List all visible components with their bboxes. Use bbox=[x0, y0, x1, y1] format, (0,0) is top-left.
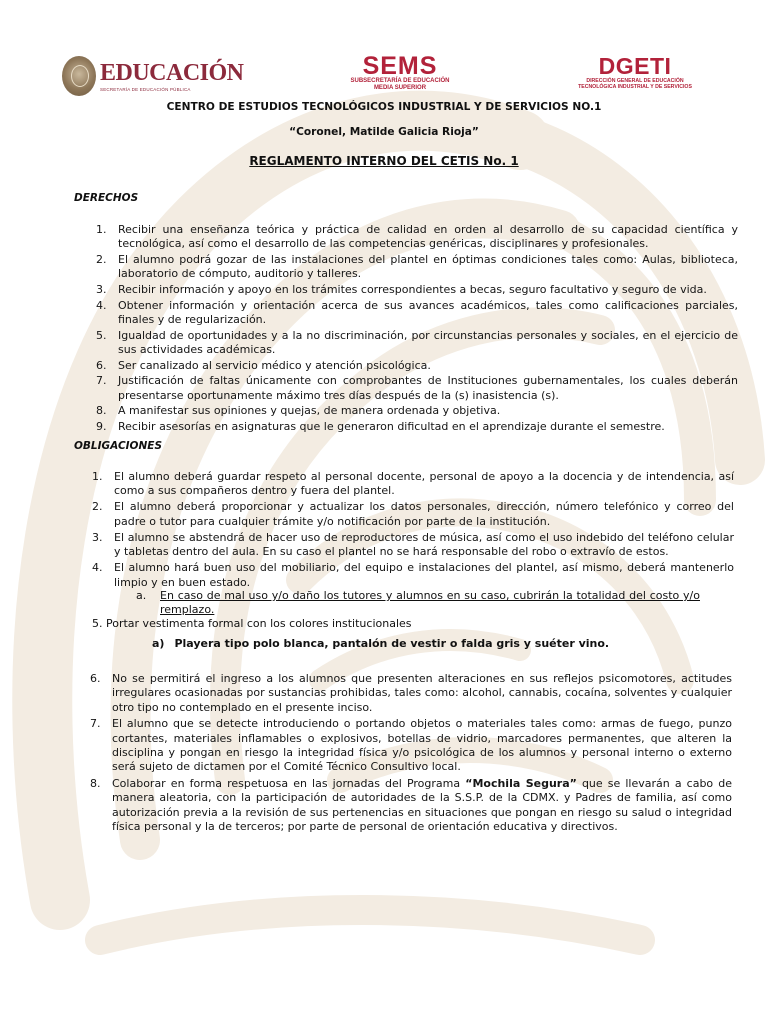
list-text: Recibir una enseñanza teórica y práctica de calidad en orden al desarrollo de su capacidad científica y tecnológica, así como el desarrollo de las competencias genéricas, disciplinares y profesionales. bbox=[118, 223, 738, 251]
list-number: 5. bbox=[96, 328, 107, 342]
sems-logo-name: SEMS bbox=[362, 52, 438, 80]
list-text: Colaborar en forma respetuosa en las jornadas del Programa bbox=[112, 776, 466, 790]
sems-logo-subtitle-2: MEDIA SUPERIOR bbox=[373, 85, 427, 91]
derecho-4 bbox=[96, 298, 738, 328]
sems-logo-subtitle-1: SUBSECRETARÍA DE EDUCACIÓN bbox=[350, 78, 450, 84]
list-text: El alumno podrá gozar de las instalaciones del plantel en óptimas condiciones tales como: Aulas, biblioteca, laboratorio de cómputo, auditorio y talleres. bbox=[118, 253, 738, 281]
institution-honoree: “Coronel, Matilde Galicia Rioja” bbox=[289, 126, 479, 138]
list-number: 9. bbox=[96, 419, 107, 433]
obligacion-4-subitem bbox=[136, 589, 700, 618]
list-text: El alumno que se detecte introduciendo o portando objetos o materiales tales como: armas de fuego, punzo cortantes, materiales inflamables o explosivos, botellas de vidrio, marcadores permanentes, que alteren la disciplina y pongan en riesgo la integridad física y/o psicológica de los alumnos y personal interno o externo será sujeto de dictamen por el Comité Técnico Consultivo local. bbox=[112, 717, 732, 774]
list-text: Igualdad de oportunidades y a la no discriminación, por circunstancias personales y sociales, en el ejercicio de sus actividades académicas. bbox=[118, 328, 738, 356]
list-text: No se permitirá el ingreso a los alumnos que presenten alteraciones en sus reflejos psicomotores, actitudes irregulares ocasionadas por sustancias prohibidas, tales como: alcohol, cannabis, cocaína, solventes y cualquier otro tipo no contemplado en el presente inciso. bbox=[112, 672, 732, 714]
educacion-logo-subtitle: SECRETARÍA DE EDUCACIÓN PÚBLICA bbox=[100, 86, 191, 92]
dgeti-logo-name: DGETI bbox=[598, 53, 672, 79]
list-number: 1. bbox=[96, 223, 107, 236]
dgeti-logo-subtitle-2: TECNOLÓGICA INDUSTRIAL Y DE SERVICIOS bbox=[578, 84, 692, 90]
list-text: que se llevarán a cabo de manera aleatoria, con la participación de autoridades de la S.S.P. de la CDMX. y Padres de familia, así como autorización previa a la revisión de sus pertenencias en situaciones que pongan en riesgo su salud o integridad física personal y la de terceros; por parte de personal de orientación educativa y directivos. bbox=[112, 776, 733, 834]
list-number: 1. bbox=[92, 470, 103, 483]
dgeti-logo-subtitle-1: DIRECCIÓN GENERAL DE EDUCACIÓN bbox=[586, 78, 684, 84]
sems-logo bbox=[330, 54, 470, 92]
institution-name: CENTRO DE ESTUDIOS TECNOLÓGICOS INDUSTRIAL Y DE SERVICIOS NO.1 bbox=[166, 101, 602, 113]
obligaciones-list-continued bbox=[90, 672, 733, 836]
derecho-8 bbox=[96, 404, 738, 418]
derecho-3 bbox=[96, 283, 738, 297]
program-name: “Mochila Segura” bbox=[465, 776, 577, 790]
derecho-7 bbox=[96, 374, 738, 403]
educacion-logo bbox=[62, 56, 244, 96]
list-text: Ser canalizado al servicio médico y atención psicológica. bbox=[118, 358, 431, 372]
obligacion-3 bbox=[92, 530, 734, 560]
obligacion-cont-2 bbox=[90, 717, 732, 775]
list-number: 7. bbox=[96, 374, 107, 388]
coat-of-arms-icon bbox=[62, 56, 96, 96]
list-text: Obtener información y orientación acerca de sus avances académicos, tales como calificaciones parciales, finales y de regularización. bbox=[118, 298, 738, 326]
educacion-logo-name: EDUCACIÓN bbox=[100, 59, 244, 86]
list-text: Recibir asesorías en asignaturas que le generaron dificultad en el aprendizaje durante el semestre. bbox=[118, 419, 665, 433]
obligaciones-heading: OBLIGACIONES bbox=[74, 440, 163, 452]
list-number: 2. bbox=[96, 253, 107, 266]
list-number: 8. bbox=[90, 776, 101, 790]
list-text: El alumno deberá proporcionar y actualizar los datos personales, dirección, número telefónico y correo del padre o tutor para cualquier trámite y/o notificación por parte de la institución. bbox=[114, 500, 734, 528]
derecho-1 bbox=[96, 223, 738, 252]
obligacion-5: 5. Portar vestimenta formal con los colores institucionales bbox=[92, 617, 412, 630]
list-number: 4. bbox=[96, 298, 107, 312]
obligaciones-list bbox=[92, 470, 734, 592]
dgeti-logo bbox=[555, 54, 715, 90]
obligacion-5-subitem bbox=[152, 637, 609, 650]
subitem-text: En caso de mal uso y/o daño los tutores y alumnos en su caso, cubrirán la totalidad del costo y/o remplazo. bbox=[160, 589, 700, 617]
list-number: 6. bbox=[90, 672, 101, 685]
subitem-letter: a. bbox=[136, 589, 147, 602]
obligacion-4 bbox=[92, 561, 734, 590]
list-text: Recibir información y apoyo en los trámites correspondientes a becas, seguro facultativo y seguro de vida. bbox=[118, 283, 707, 296]
document-title bbox=[0, 154, 768, 168]
list-text: El alumno hará buen uso del mobiliario, del equipo e instalaciones del plantel, así mismo, deberá mantenerlo limpio y en buen estado. bbox=[114, 561, 734, 589]
list-number: 4. bbox=[92, 561, 103, 575]
list-text: Justificación de faltas únicamente con comprobantes de Instituciones gubernamentales, los cuales deberán presentarse oportunamente máximo tres días después de la (s) inasistencia (s). bbox=[118, 374, 738, 402]
logo-header bbox=[0, 50, 768, 106]
list-text: El alumno se abstendrá de hacer uso de reproductores de música, así como el uso indebido del teléfono celular y tabletas dentro del aula. En su caso el plantel no se hará responsable del robo o extravío de estos. bbox=[114, 530, 734, 559]
obligacion-1 bbox=[92, 470, 734, 499]
obligacion-2 bbox=[92, 500, 734, 529]
derechos-heading: DERECHOS bbox=[74, 192, 139, 204]
obligacion-cont-3 bbox=[90, 776, 733, 835]
list-number: 7. bbox=[90, 717, 101, 731]
subitem-letter: a) bbox=[152, 637, 165, 650]
derecho-2 bbox=[96, 253, 738, 282]
list-number: 3. bbox=[96, 283, 107, 296]
obligacion-cont-1 bbox=[90, 672, 732, 715]
list-text: A manifestar sus opiniones y quejas, de manera ordenada y objetiva. bbox=[118, 404, 501, 418]
derecho-9 bbox=[96, 419, 738, 434]
derecho-5 bbox=[96, 328, 738, 358]
list-text: El alumno deberá guardar respeto al personal docente, personal de apoyo a la docencia y de intendencia, así como a sus compañeros dentro y fuera del plantel. bbox=[114, 470, 734, 498]
subitem-text: Playera tipo polo blanca, pantalón de vestir o falda gris y suéter vino. bbox=[174, 637, 610, 650]
list-number: 3. bbox=[92, 530, 103, 544]
document-title-text: REGLAMENTO INTERNO DEL CETIS No. 1 bbox=[249, 154, 519, 168]
list-number: 8. bbox=[96, 404, 107, 418]
derecho-6 bbox=[96, 358, 738, 373]
list-number: 2. bbox=[92, 500, 103, 514]
list-number: 6. bbox=[96, 358, 107, 372]
derechos-list bbox=[96, 223, 738, 435]
